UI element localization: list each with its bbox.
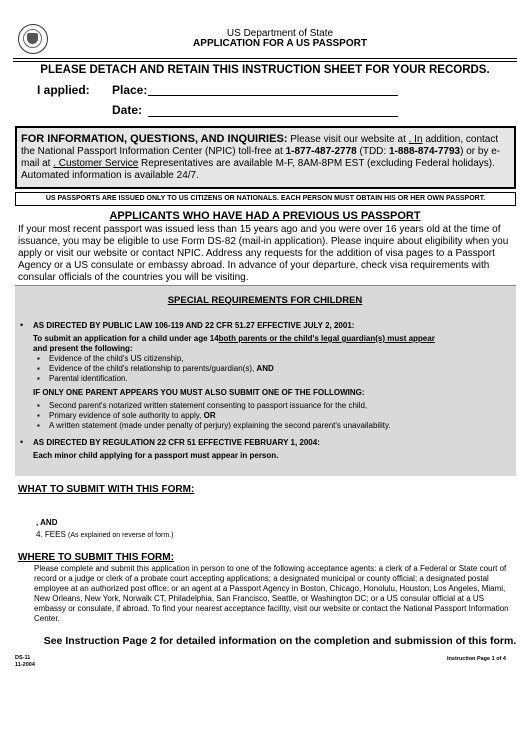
list-item: Primary evidence of sole authority to apply, OR xyxy=(49,411,216,420)
form-title: APPLICATION FOR A US PASSPORT xyxy=(193,38,367,49)
form-number: DS-11 11-2004 xyxy=(15,655,35,668)
bullet-icon: • xyxy=(20,437,24,447)
bullet-icon: ▪ xyxy=(37,374,40,383)
list-item: Evidence of the child's relationship to parents/guardian(s), AND xyxy=(49,364,274,373)
bullet-icon: ▪ xyxy=(37,364,40,373)
submit-text: To submit an application for a child under age 14 xyxy=(33,334,219,343)
divider xyxy=(13,61,517,62)
what-to-submit-heading: WHAT TO SUBMIT WITH THIS FORM: xyxy=(18,484,195,495)
info-text: (TDD: xyxy=(356,146,389,157)
public-law-heading: AS DIRECTED BY PUBLIC LAW 106-119 AND 22 CFR 51.27 EFFECTIVE JULY 2, 2001: xyxy=(33,321,355,330)
bullet-icon: ▪ xyxy=(37,411,40,420)
npic-phone: 1-877-487-2778 xyxy=(285,146,357,157)
date-label: Date: xyxy=(112,103,143,117)
bullet-icon: ▪ xyxy=(37,401,40,410)
submit-text: and present the following: xyxy=(33,344,133,353)
info-text: Please visit our website at xyxy=(287,134,409,145)
previous-passport-heading: APPLICANTS WHO HAVE HAD A PREVIOUS US PASSPORT xyxy=(109,210,421,222)
see-instruction-note: See Instruction Page 2 for detailed information on the completion and submission of this form. xyxy=(43,635,517,647)
submit-instructions xyxy=(33,334,503,354)
info-text: Representatives are available M-F, 8AM-8PM EST (excluding Federal holidays). Automated information is available 24/7. xyxy=(21,158,495,181)
info-heading: FOR INFORMATION, QUESTIONS, AND INQUIRIES: xyxy=(21,133,288,145)
place-field[interactable] xyxy=(148,95,398,96)
bullet-icon: ▪ xyxy=(37,421,40,430)
detach-notice: PLEASE DETACH AND RETAIN THIS INSTRUCTION SHEET FOR YOUR RECORDS. xyxy=(40,64,490,76)
citizens-notice: US PASSPORTS ARE ISSUED ONLY TO US CITIZENS OR NATIONALS. EACH PERSON MUST OBTAIN HIS OR HER OWN PASSPORT. xyxy=(15,192,516,206)
list-item: Parental identification. xyxy=(49,374,128,383)
list-item: A written statement (made under penalty of perjury) explaining the second parent's unavailability. xyxy=(49,421,391,430)
info-text: ) or by e-mail at xyxy=(21,146,501,169)
list-item: Evidence of the child's US citizenship, xyxy=(49,354,184,363)
submit-text-underline: both parents or the child's legal guardian(s) must appear xyxy=(218,334,435,343)
divider xyxy=(13,58,517,59)
email-link[interactable]: . Customer Service xyxy=(53,158,139,169)
previous-passport-text: If your most recent passport was issued less than 15 years ago and you were over 16 years old at the time of issuance, you may be eligible to use Form DS-82 (mail-in application). Please inquire about eligibility when you apply or visit our website or contact NPIC. Address any requests for the addition of visa pages to a Passport Agency or a US consulate or embassy abroad. In advance of your departure, check visa requirements with consular officials of the countries you will be visiting. xyxy=(18,224,509,283)
minor-appear-text: Each minor child applying for a passport must appear in person. xyxy=(33,451,279,460)
bullet-icon: • xyxy=(20,320,24,330)
applied-label: I applied: xyxy=(37,83,90,97)
date-field[interactable] xyxy=(148,116,398,117)
bullet-icon: ▪ xyxy=(37,354,40,363)
department-name: US Department of State xyxy=(226,28,334,39)
list-item: Second parent's notarized written statement consenting to passport issuance for the child, xyxy=(49,401,368,410)
regulation-heading: AS DIRECTED BY REGULATION 22 CFR 51 EFFECTIVE FEBRUARY 1, 2004: xyxy=(33,438,320,447)
info-text: addition, contact the National Passport Information Center (NPIC) toll-free at xyxy=(21,134,499,157)
fees-item: 4. FEES (As explained on reverse of form.) xyxy=(36,530,174,539)
where-to-submit-heading: WHERE TO SUBMIT THIS FORM: xyxy=(18,552,174,563)
item-3-and: , AND xyxy=(36,518,58,527)
place-label: Place: xyxy=(112,83,148,97)
page-indicator: Instruction Page 1 of 4 xyxy=(447,656,506,662)
children-heading: SPECIAL REQUIREMENTS FOR CHILDREN xyxy=(167,295,363,306)
website-link[interactable]: . In xyxy=(408,134,423,145)
where-to-submit-text: Please complete and submit this application in person to one of the following acceptance agents: a clerk of a Federal or State court of record or a judge or clerk of a probate court accepting applications; a designated municipal or county official; a designated postal employee at an authorized post office; or an agent at a Passport Agency in Boston, Chicago, Honolulu, Houston, Los Angeles, Miami, New Orleans, New York, Norwalk CT, Philadelphia, San Francisco, Seattle, or Washington DC; or a US consular official at a US embassy or consulate, if abroad. To find your nearest acceptance facility, visit our website or contact the National Passport Information Center. xyxy=(34,564,509,623)
one-parent-heading: IF ONLY ONE PARENT APPEARS YOU MUST ALSO SUBMIT ONE OF THE FOLLOWING: xyxy=(33,388,365,397)
information-box xyxy=(15,126,516,189)
tdd-phone: 1-888-874-7793 xyxy=(388,146,461,157)
